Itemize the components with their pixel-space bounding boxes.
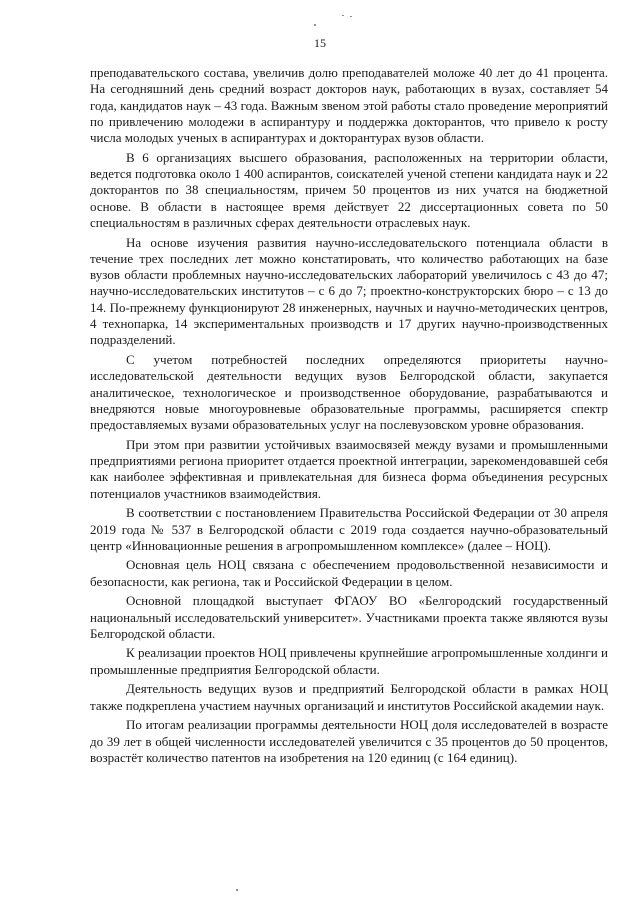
scan-speck <box>342 15 344 16</box>
paragraph-project-integration: При этом при развитии устойчивых взаимосвязей между вузами и промышленными предприятиями региона приоритет отдается проектной интеграции, зарекомендовавшей себя как наиболее эффективная и привлекательная для бизнеса форма объединения ресурсных потенциалов участников взаимодействия. <box>90 436 608 501</box>
paragraph-research-priorities: С учетом потребностей последних определяются приоритеты научно-исследовательской деятельности ведущих вузов Белгородской области, закупается аналитическое, технологическое и производственное оборудование, разрабатываются и внедряются новые многоуровневые образовательные программы, расширяется спектр предоставляемых вузами образовательных услуг на послевузовском уровне образования. <box>90 351 608 433</box>
scan-speck <box>236 889 238 891</box>
paragraph-research-potential: На основе изучения развития научно-исследовательского потенциала области в течение трех последних лет можно констатировать, что количество работающих на базе вузов области проблемных научно-исследовательских лабораторий увеличилось с 43 до 47; научно-исследовательских институтов – с 6 до 7; проектно-конструкторских бюро – с 13 до 14. По-прежнему функционируют 28 инженерных, научных и научно-методических центров, 4 технопарка, 14 экспериментальных производств и 17 других научно-производственных подразделений. <box>90 234 608 348</box>
paragraph-noc-creation: В соответствии с постановлением Правительства Российской Федерации от 30 апреля 2019 года № 537 в Белгородской области с 2019 года создается научно-образовательный центр «Инновационные решения в агропромышленном комплексе» (далее – НОЦ). <box>90 505 608 553</box>
paragraph-noc-platform: Основной площадкой выступает ФГАОУ ВО «Белгородский государственный национальный исследовательский университет». Участниками проекта также являются вузы Белгородской области. <box>90 593 608 641</box>
page-number: 15 <box>314 36 326 50</box>
paragraph-postgraduate-training: В 6 организациях высшего образования, расположенных на территории области, ведется подготовка около 1 400 аспирантов, соискателей ученой степени кандидата наук и 22 докторантов по 38 специальностям, причем 50 процентов из них учатся на бюджетной основе. В области в настоящее время действует 22 диссертационных совета по 50 специальностям в различных сферах деятельности отраслевых наук. <box>90 149 608 230</box>
body-text <box>90 65 608 769</box>
paragraph-noc-goal: Основная цель НОЦ связана с обеспечением продовольственной независимости и безопасности, как региона, так и Российской Федерации в целом. <box>90 557 608 589</box>
scan-speck <box>350 16 352 17</box>
paragraph-noc-results: По итогам реализации программы деятельности НОЦ доля исследователей в возрасте до 39 лет в общей численности исследователей увеличится с 35 процентов до 50 процентов, возрастёт количество патентов на изобретения на 120 единиц (с 164 единиц). <box>90 717 608 765</box>
paragraph-noc-holdings: К реализации проектов НОЦ привлечены крупнейшие агропромышленные холдинги и промышленные предприятия Белгородской области. <box>90 645 608 677</box>
scan-speck <box>314 24 316 26</box>
paragraph-noc-academy: Деятельность ведущих вузов и предприятий Белгородской области в рамках НОЦ также подкреплена участием научных организаций и институтов Российской академии наук. <box>90 681 608 713</box>
paragraph-continuation: преподавательского состава, увеличив долю преподавателей моложе 40 лет до 41 процента. На сегодняшний день средний возраст докторов наук, работающих в вузах, составляет 54 года, кандидатов наук – 43 года. Важным звеном этой работы стало проведение мероприятий по привлечению молодежи в аспирантуру и поддержка докторантов, что привело к росту числа молодых ученых в аспирантурах и докторантурах вузов области. <box>90 65 608 146</box>
